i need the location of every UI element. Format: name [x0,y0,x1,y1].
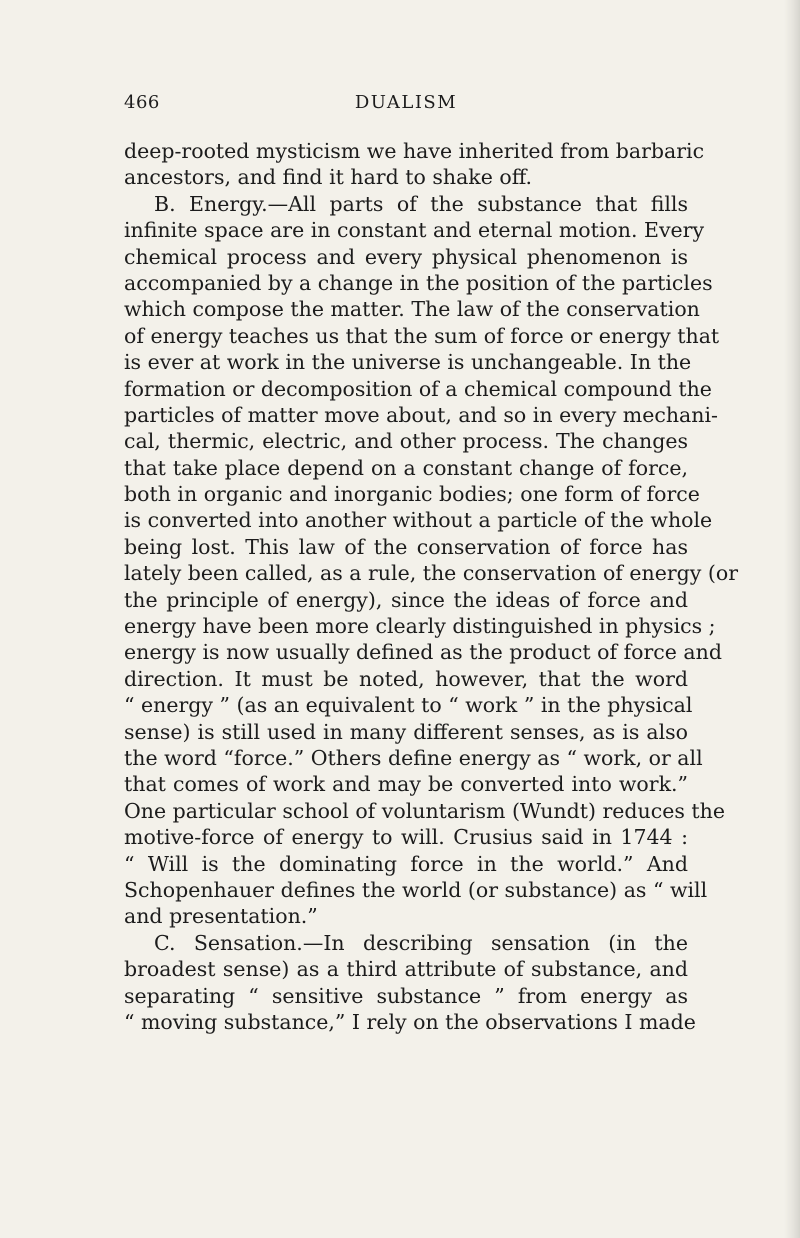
text-line: particles of matter move about, and so in every mechani- [124,402,718,427]
body-text [124,138,739,1035]
text-line: the word “force.” Others define energy as “ work, or all [124,745,703,770]
running-head: DUALISM [354,92,458,113]
page-header [124,92,688,120]
text-line: sense) is still used in many different senses, as is also [124,719,688,744]
text-line: and presentation.” [124,904,318,929]
text-line: broadest sense) as a third attribute of substance, and [124,957,688,982]
page-number: 466 [124,92,160,113]
text-line: “ moving substance,” I rely on the observations I made [124,1009,696,1034]
text-line: energy is now usually defined as the product of force and [124,640,722,665]
text-line: is converted into another without a particle of the whole [124,508,713,533]
text-line: both in organic and inorganic bodies; one form of force [124,482,700,507]
text-line: energy have been more clearly distinguished in physics ; [124,614,716,639]
text-line: accompanied by a change in the position of the particles [124,270,713,295]
text-line: cal, thermic, electric, and other process. The changes [124,429,688,454]
text-line: that comes of work and may be converted into work.” [124,772,688,797]
text-line: C. Sensation.—In describing sensation (in the [154,930,688,955]
text-line: formation or decomposition of a chemical compound the [124,376,712,401]
page-edge-shadow [784,0,800,1238]
text-line: infinite space are in constant and eternal motion. Every [124,218,705,243]
text-line: chemical process and every physical phenomenon is [124,244,688,269]
text-line: Schopenhauer defines the world (or substance) as “ will [124,877,708,902]
text-line: deep-rooted mysticism we have inherited from barbaric [124,139,705,163]
text-line: ancestors, and find it hard to shake off. [124,165,533,190]
text-line: that take place depend on a constant change of force, [124,455,688,480]
text-line: lately been called, as a rule, the conservation of energy (or [124,561,739,586]
text-line: separating “ sensitive substance ” from energy as [124,983,688,1008]
text-line: of energy teaches us that the sum of force or energy that [124,323,720,348]
text-line: direction. It must be noted, however, that the word [124,666,688,691]
text-line: is ever at work in the universe is unchangeable. In the [124,350,692,375]
text-line: the principle of energy), since the ideas of force and [124,587,688,612]
text-line: B. Energy.—All parts of the substance that fills [154,191,688,216]
text-line: which compose the matter. The law of the conservation [124,297,700,322]
text-line: “ energy ” (as an equivalent to “ work ” in the physical [124,693,693,718]
text-line: “ Will is the dominating force in the world.” And [124,851,688,876]
text-line: One particular school of voluntarism (Wundt) reduces the [124,798,725,823]
text-line: motive-force of energy to will. Crusius said in 1744 : [124,825,688,850]
text-line: being lost. This law of the conservation of force has [124,534,688,559]
